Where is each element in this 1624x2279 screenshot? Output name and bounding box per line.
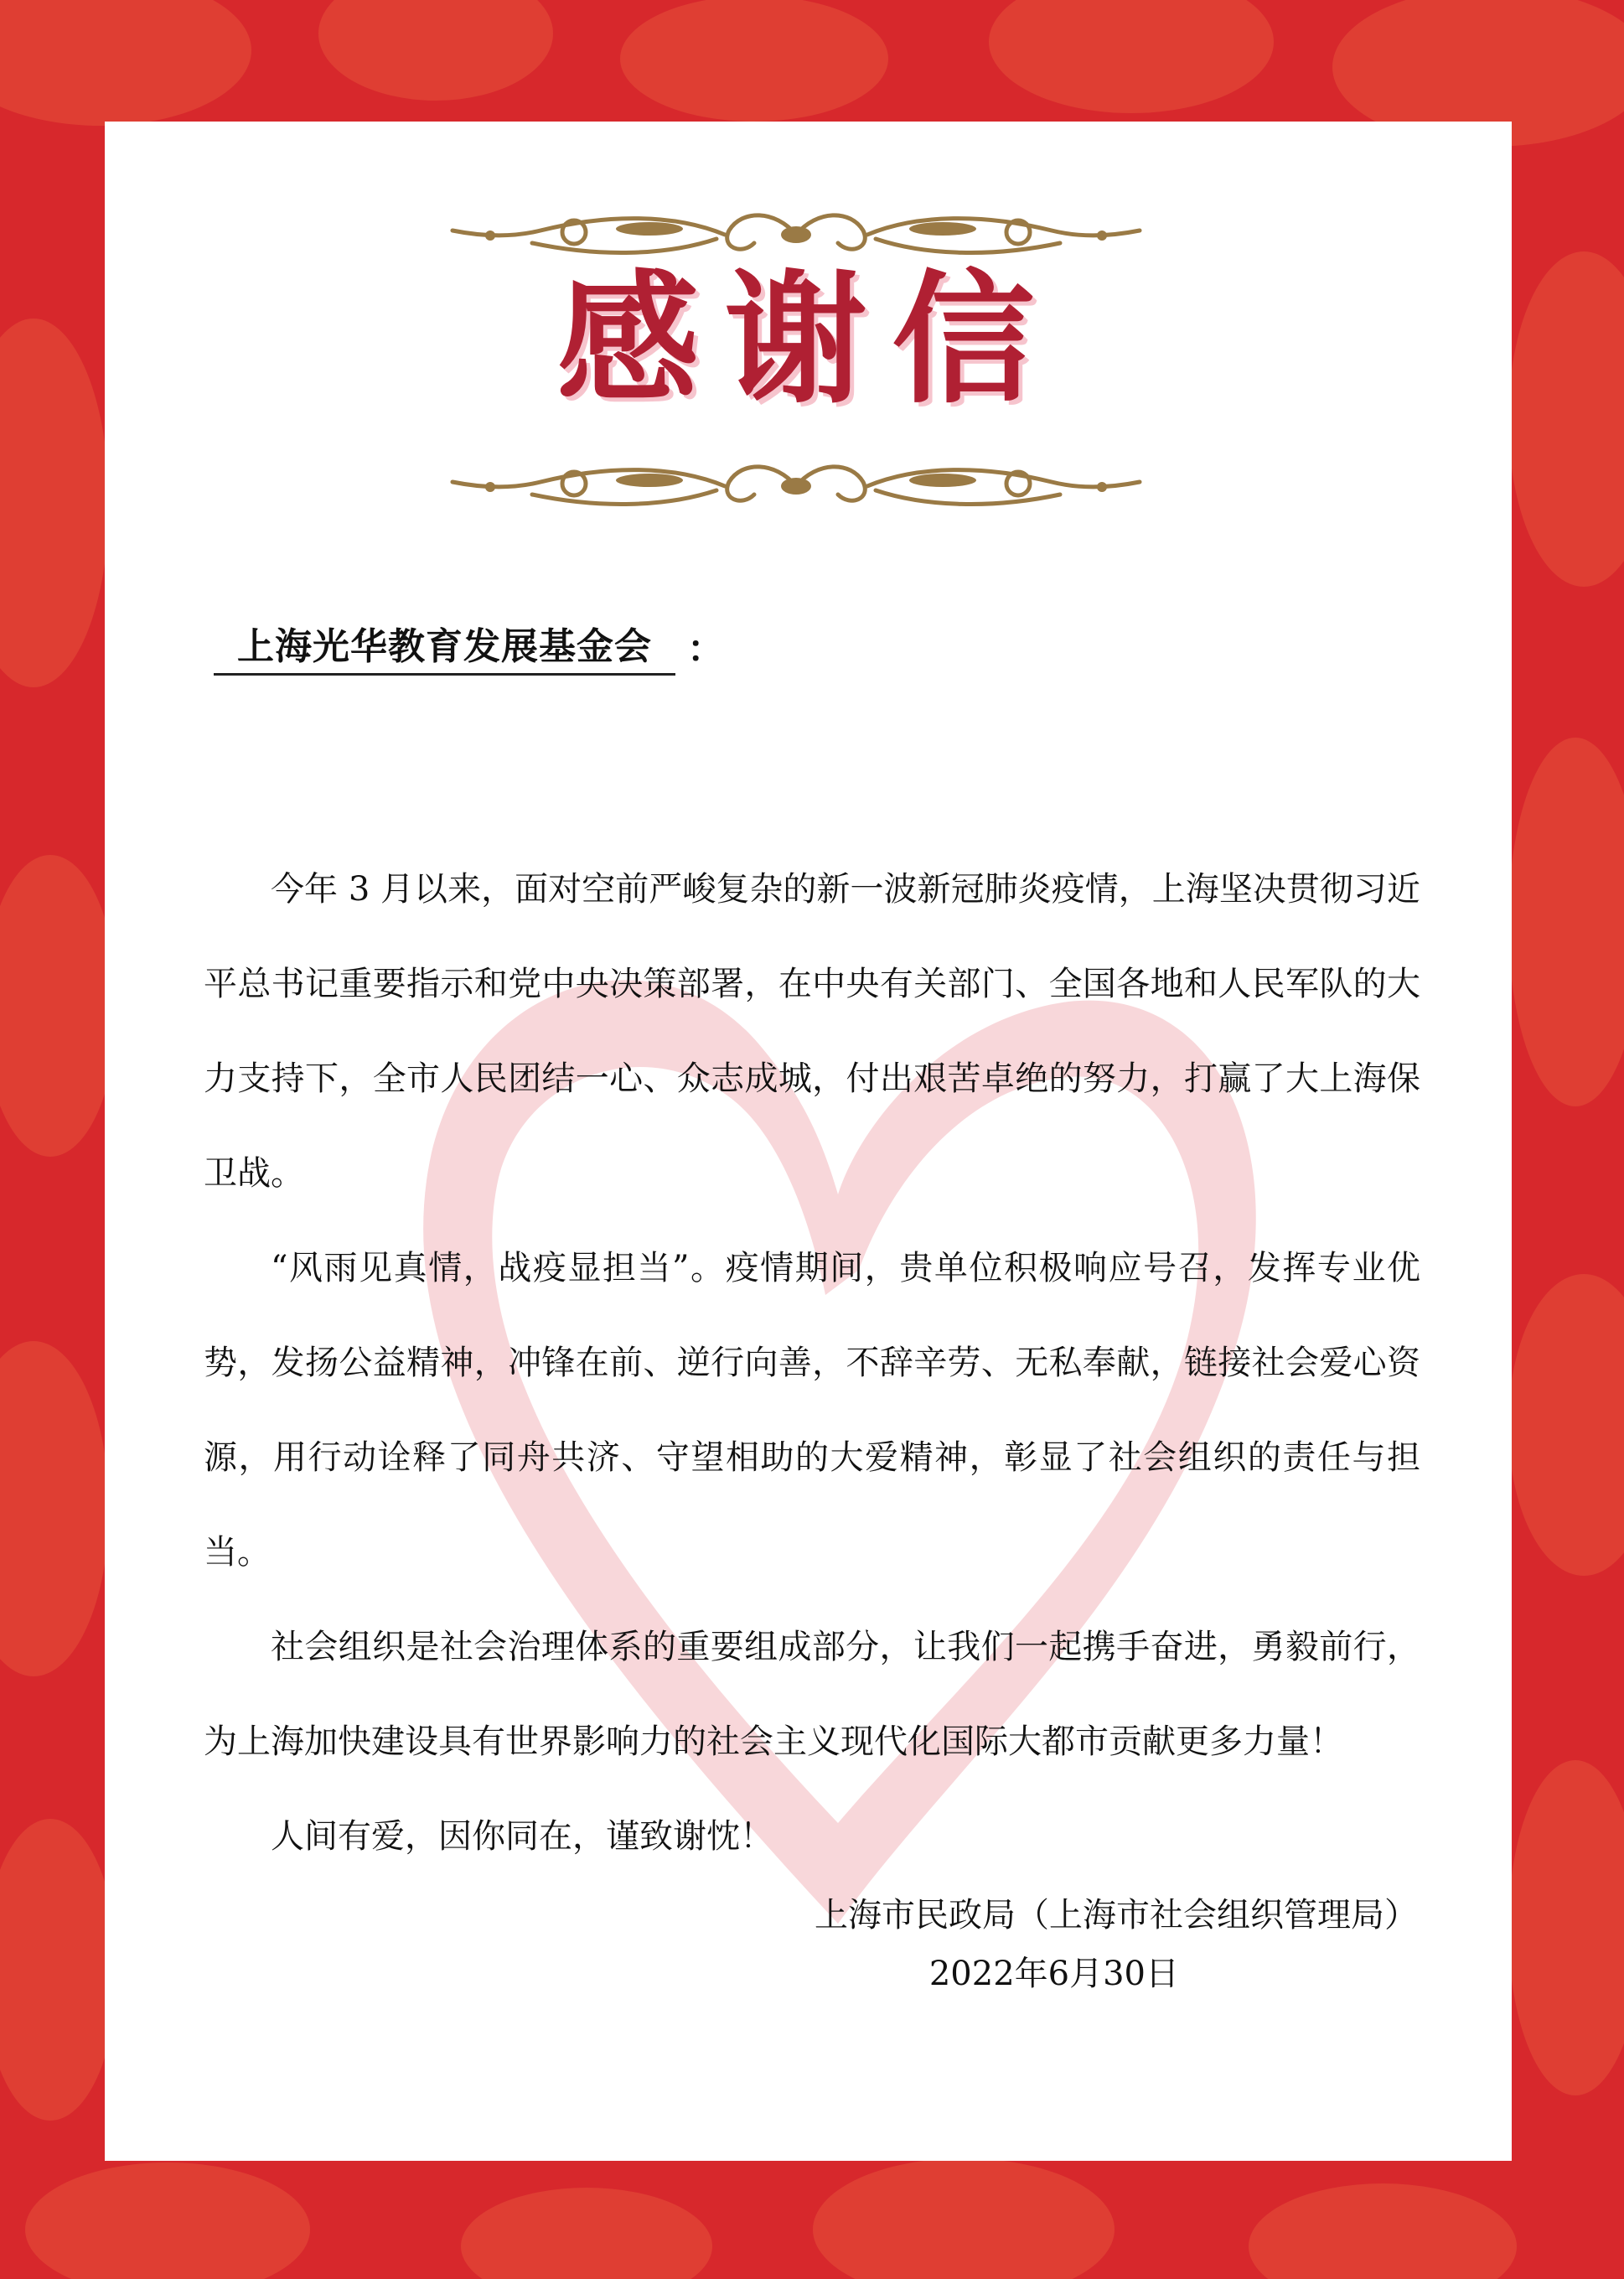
scroll-ornament-icon <box>440 457 1152 515</box>
letter-sheet <box>105 122 1512 2161</box>
addressee-colon: ： <box>687 628 724 671</box>
addressee-line <box>214 616 724 676</box>
signature-date: 2022年6月30日 <box>928 1955 1179 1993</box>
signature-block <box>105 1886 1418 2003</box>
letter-title: 感谢信 <box>556 256 1060 423</box>
letter-body <box>204 842 1420 1884</box>
paragraph-2: “风雨见真情，战疫显担当”。疫情期间，贵单位积极响应号召，发挥专业优势，发扬公益精神，冲锋在前、逆行向善，不辞辛劳、无私奉献，链接社会爱心资源，用行动诠释了同舟共济、守望相助的大爱精神，彰显了社会组织的责任与担当。 <box>204 1249 1420 1572</box>
signature-organization: 上海市民政局（上海市社会组织管理局） <box>815 1896 1418 1935</box>
paragraph-1: 今年 3 月以来，面对空前严峻复杂的新一波新冠肺炎疫情，上海坚决贯彻习近平总书记重要指示和党中央决策部署，在中央有关部门、全国各地和人民军队的大力支持下，全市人民团结一心、众志成城，付出艰苦卓绝的努力，打赢了大上海保卫战。 <box>204 870 1420 1193</box>
paragraph-4: 人间有爱，因你同在，谨致谢忱！ <box>271 1817 773 1856</box>
addressee-name: 上海光华教育发展基金会 <box>214 616 675 676</box>
paragraph-3: 社会组织是社会治理体系的重要组成部分，让我们一起携手奋进，勇毅前行，为上海加快建设具有世界影响力的社会主义现代化国际大都市贡献更多力量！ <box>204 1628 1420 1761</box>
